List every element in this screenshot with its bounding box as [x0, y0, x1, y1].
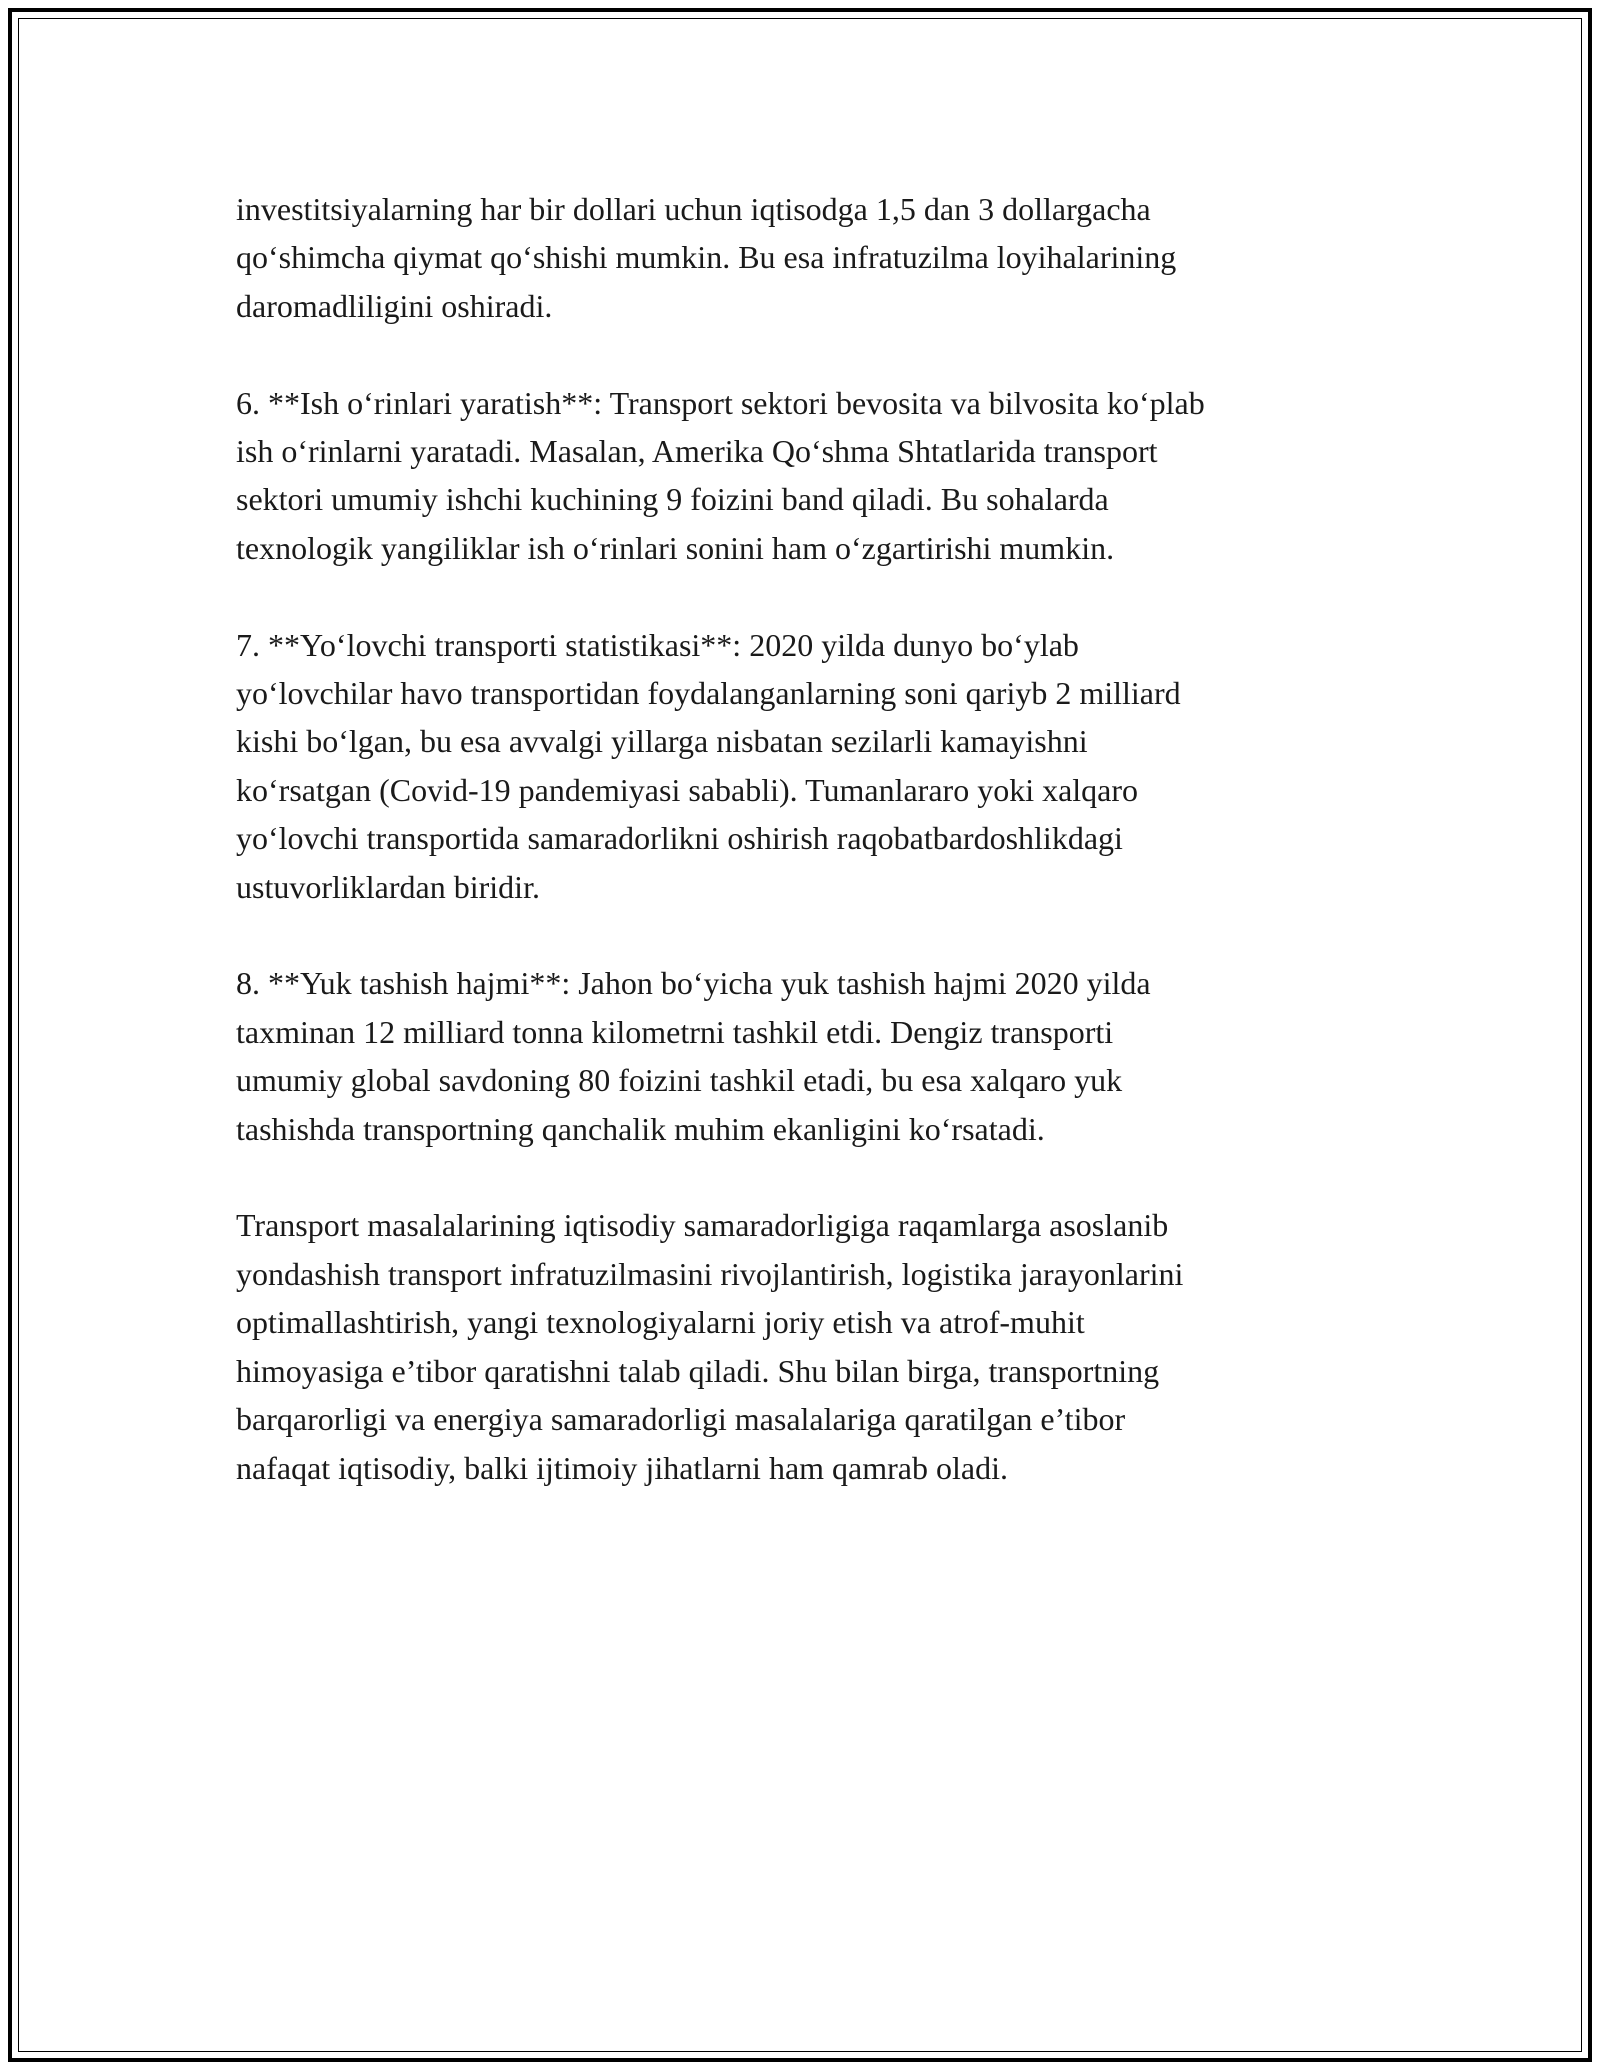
paragraph-item-8-freight: 8. **Yuk tashish hajmi**: Jahon bo‘yicha yuk tashish hajmi 2020 yilda taxminan 12 milliard tonna kilometrni tashkil etdi. Dengiz transporti umumiy global savdoning 80 foizini tashkil etadi, bu esa xalqaro yuk tashishda transportning qanchalik muhim ekanligini ko‘rsatadi.: [236, 965, 1151, 1147]
document-body: [236, 185, 1396, 1492]
paragraph-item-7-passenger: 7. **Yo‘lovchi transporti statistikasi**: 2020 yilda dunyo bo‘ylab yo‘lovchilar havo transportidan foydalanganlarning soni qariyb 2 milliard kishi bo‘lgan, bu esa avvalgi yillarga nisbatan sezilarli kamayishni ko‘rsatgan (Covid-19 pandemiyasi sababli). Tumanlararo yoki xalqaro yo‘lovchi transportida samaradorlikni oshirish raqobatbardoshlikdagi ustuvorliklardan biridir.: [236, 626, 1181, 905]
paragraph-item-6-jobs: 6. **Ish o‘rinlari yaratish**: Transport sektori bevosita va bilvosita ko‘plab ish o‘rinlarni yaratadi. Masalan, Amerika Qo‘shma Shtatlarida transport sektori umumiy ishchi kuchining 9 foizini band qiladi. Bu sohalarda texnologik yangiliklar ish o‘rinlari sonini ham o‘zgartirishi mumkin.: [236, 384, 1205, 566]
paragraph-investment-return: investitsiyalarning har bir dollari uchun iqtisodga 1,5 dan 3 dollargacha qo‘shimcha qiymat qo‘shishi mumkin. Bu esa infratuzilma loyihalarining daromadliligini oshiradi.: [236, 191, 1177, 324]
paragraph-conclusion: Transport masalalarining iqtisodiy samaradorligiga raqamlarga asoslanib yondashish transport infratuzilmasini rivojlantirish, logistika jarayonlarini optimallashtirish, yangi texnologiyalarni joriy etish va atrof-muhit himoyasiga e’tibor qaratishni talab qiladi. Shu bilan birga, transportning barqarorligi va energiya samaradorligi masalalariga qaratilgan e’tibor nafaqat iqtisodiy, balki ijtimoiy jihatlarni ham qamrab oladi.: [236, 1207, 1184, 1486]
